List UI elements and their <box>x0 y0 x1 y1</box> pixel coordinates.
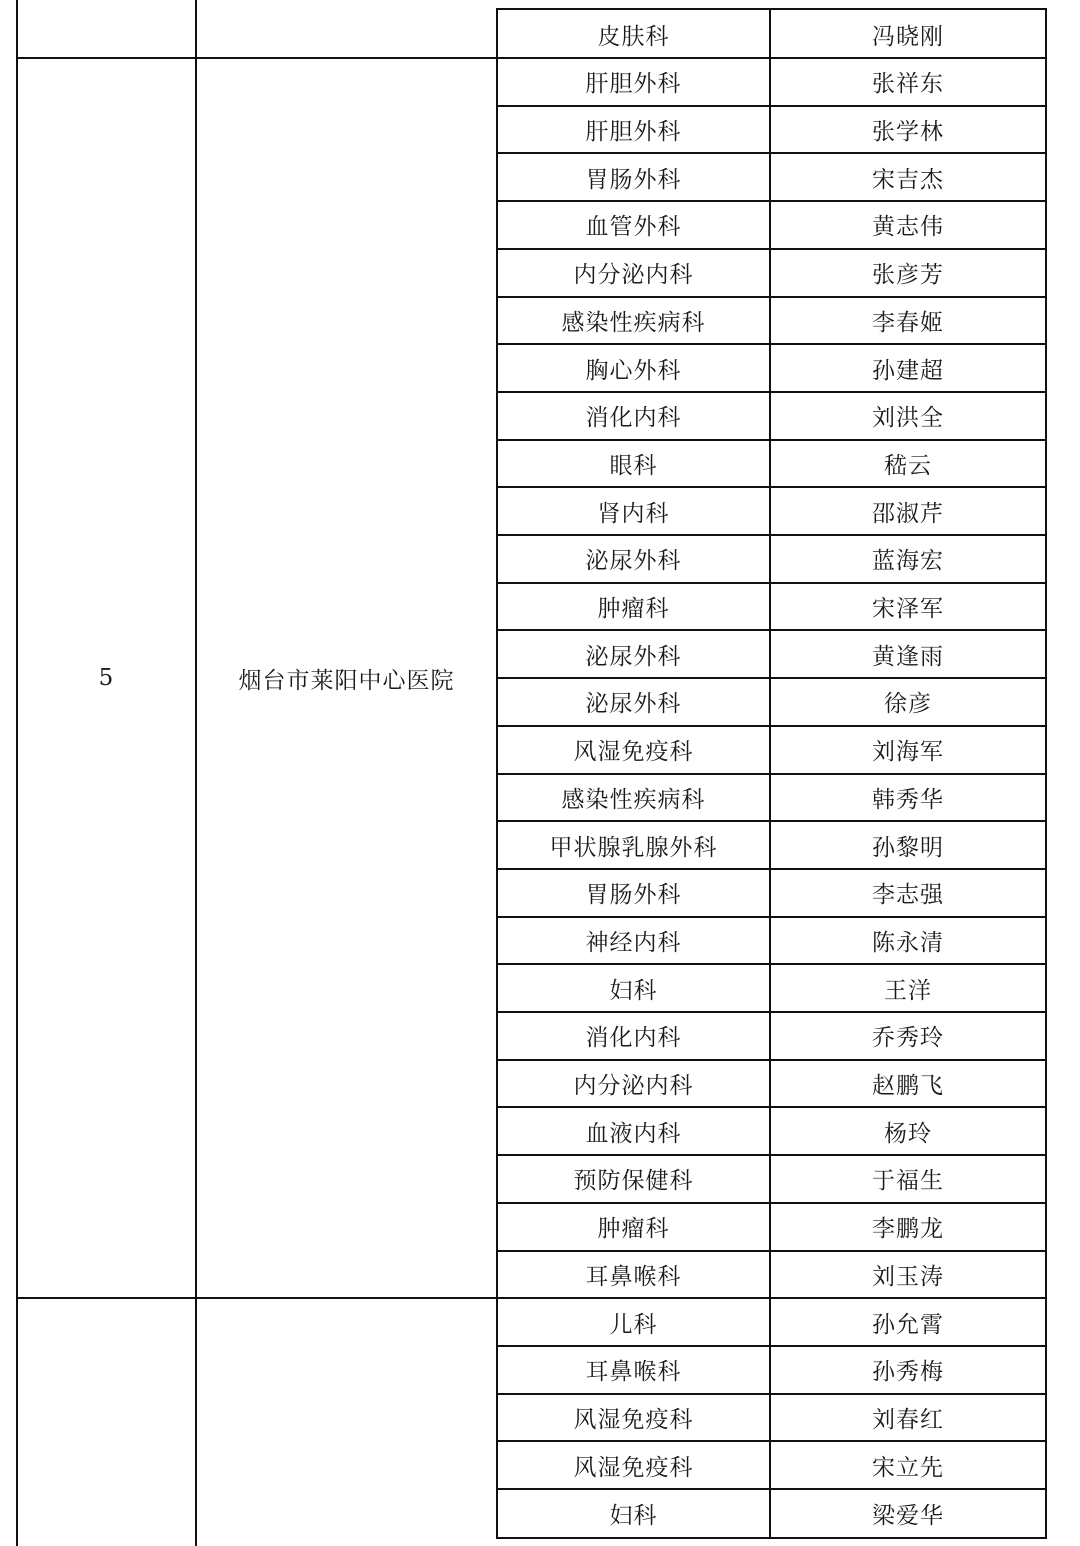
doctor-name-cell: 于福生 <box>872 1168 944 1195</box>
doctor-name-cell: 张学林 <box>872 119 944 146</box>
doctor-name-cell: 宋吉杰 <box>872 166 944 193</box>
department-cell: 肝胆外科 <box>585 71 682 98</box>
department-cell: 血管外科 <box>585 214 682 241</box>
department-cell: 肿瘤科 <box>597 1216 670 1243</box>
doctor-name-cell: 赵鹏飞 <box>872 1073 944 1100</box>
department-cell: 风湿免疫科 <box>573 1454 694 1481</box>
department-cell: 眼科 <box>609 452 658 479</box>
doctor-name-cell: 刘海军 <box>872 739 944 766</box>
doctor-name-cell: 陈永清 <box>872 929 944 956</box>
department-cell: 肾内科 <box>597 500 670 527</box>
doctor-name-cell: 孙建超 <box>872 357 944 384</box>
department-cell: 预防保健科 <box>573 1168 694 1195</box>
department-cell: 耳鼻喉科 <box>585 1359 682 1386</box>
doctor-name-cell: 宋立先 <box>872 1454 944 1481</box>
department-cell: 风湿免疫科 <box>573 1406 694 1433</box>
doctor-name-cell: 王洋 <box>884 977 932 1004</box>
department-cell: 感染性疾病科 <box>561 309 706 336</box>
doctor-name-cell: 黄逢雨 <box>872 643 944 670</box>
department-cell: 泌尿外科 <box>585 643 682 670</box>
department-cell: 肿瘤科 <box>597 596 670 623</box>
department-cell: 血液内科 <box>585 1120 682 1147</box>
department-cell: 消化内科 <box>585 1025 682 1052</box>
doctor-name-cell: 孙秀梅 <box>872 1359 944 1386</box>
doctor-name-cell: 韩秀华 <box>872 786 944 813</box>
doctor-name-cell: 张彦芳 <box>872 262 944 289</box>
department-cell: 胃肠外科 <box>585 882 682 909</box>
department-cell: 妇科 <box>609 1503 658 1529</box>
hospital-name <box>196 1298 497 1538</box>
department-cell: 儿科 <box>609 1311 658 1338</box>
doctor-name-cell: 刘春红 <box>872 1406 944 1433</box>
doctor-name-cell: 黄志伟 <box>872 214 944 241</box>
department-cell: 肝胆外科 <box>585 119 682 146</box>
doctor-name-cell: 梁爱华 <box>872 1503 944 1529</box>
row-index: 5 <box>98 665 115 692</box>
doctor-name-cell: 蓝海宏 <box>872 548 944 575</box>
doctor-name-cell: 张祥东 <box>872 71 944 98</box>
doctor-name-cell: 徐彦 <box>884 691 932 718</box>
department-cell: 感染性疾病科 <box>561 786 706 813</box>
department-cell: 风湿免疫科 <box>573 739 694 766</box>
doctor-name-cell: 邵淑芹 <box>872 500 944 527</box>
department-cell: 甲状腺乳腺外科 <box>549 834 718 861</box>
department-cell: 泌尿外科 <box>585 548 682 575</box>
doctor-name-cell: 嵇云 <box>884 452 932 479</box>
row-index <box>17 0 196 58</box>
department-cell: 耳鼻喉科 <box>585 1263 682 1290</box>
department-cell: 内分泌内科 <box>573 262 694 289</box>
department-cell: 泌尿外科 <box>585 691 682 718</box>
department-cell: 胃肠外科 <box>585 166 682 193</box>
table-bottom-rule <box>496 1537 1047 1539</box>
doctor-name-cell: 孙黎明 <box>872 834 944 861</box>
doctor-name-cell: 冯晓刚 <box>872 23 944 50</box>
department-cell: 神经内科 <box>585 929 682 956</box>
department-cell: 皮肤科 <box>597 23 670 50</box>
row-index <box>17 1298 196 1538</box>
doctor-name-cell: 刘玉涛 <box>872 1263 944 1290</box>
doctor-name-cell: 孙允霄 <box>872 1311 944 1338</box>
doctor-name-cell: 李鹏龙 <box>872 1216 944 1243</box>
department-cell: 胸心外科 <box>585 357 682 384</box>
doctor-name-cell: 刘洪全 <box>872 405 944 432</box>
doctor-name-cell: 乔秀玲 <box>872 1025 944 1052</box>
doctor-name-cell: 杨玲 <box>884 1120 932 1147</box>
hospital-name: 烟台市莱阳中心医院 <box>238 667 455 694</box>
doctor-name-cell: 宋泽军 <box>872 596 944 623</box>
doctor-name-cell: 李志强 <box>872 882 944 909</box>
hospital-name <box>196 0 497 58</box>
department-cell: 妇科 <box>609 977 658 1004</box>
department-cell: 内分泌内科 <box>573 1073 694 1100</box>
department-cell: 消化内科 <box>585 405 682 432</box>
doctor-name-cell: 李春姬 <box>872 309 944 336</box>
